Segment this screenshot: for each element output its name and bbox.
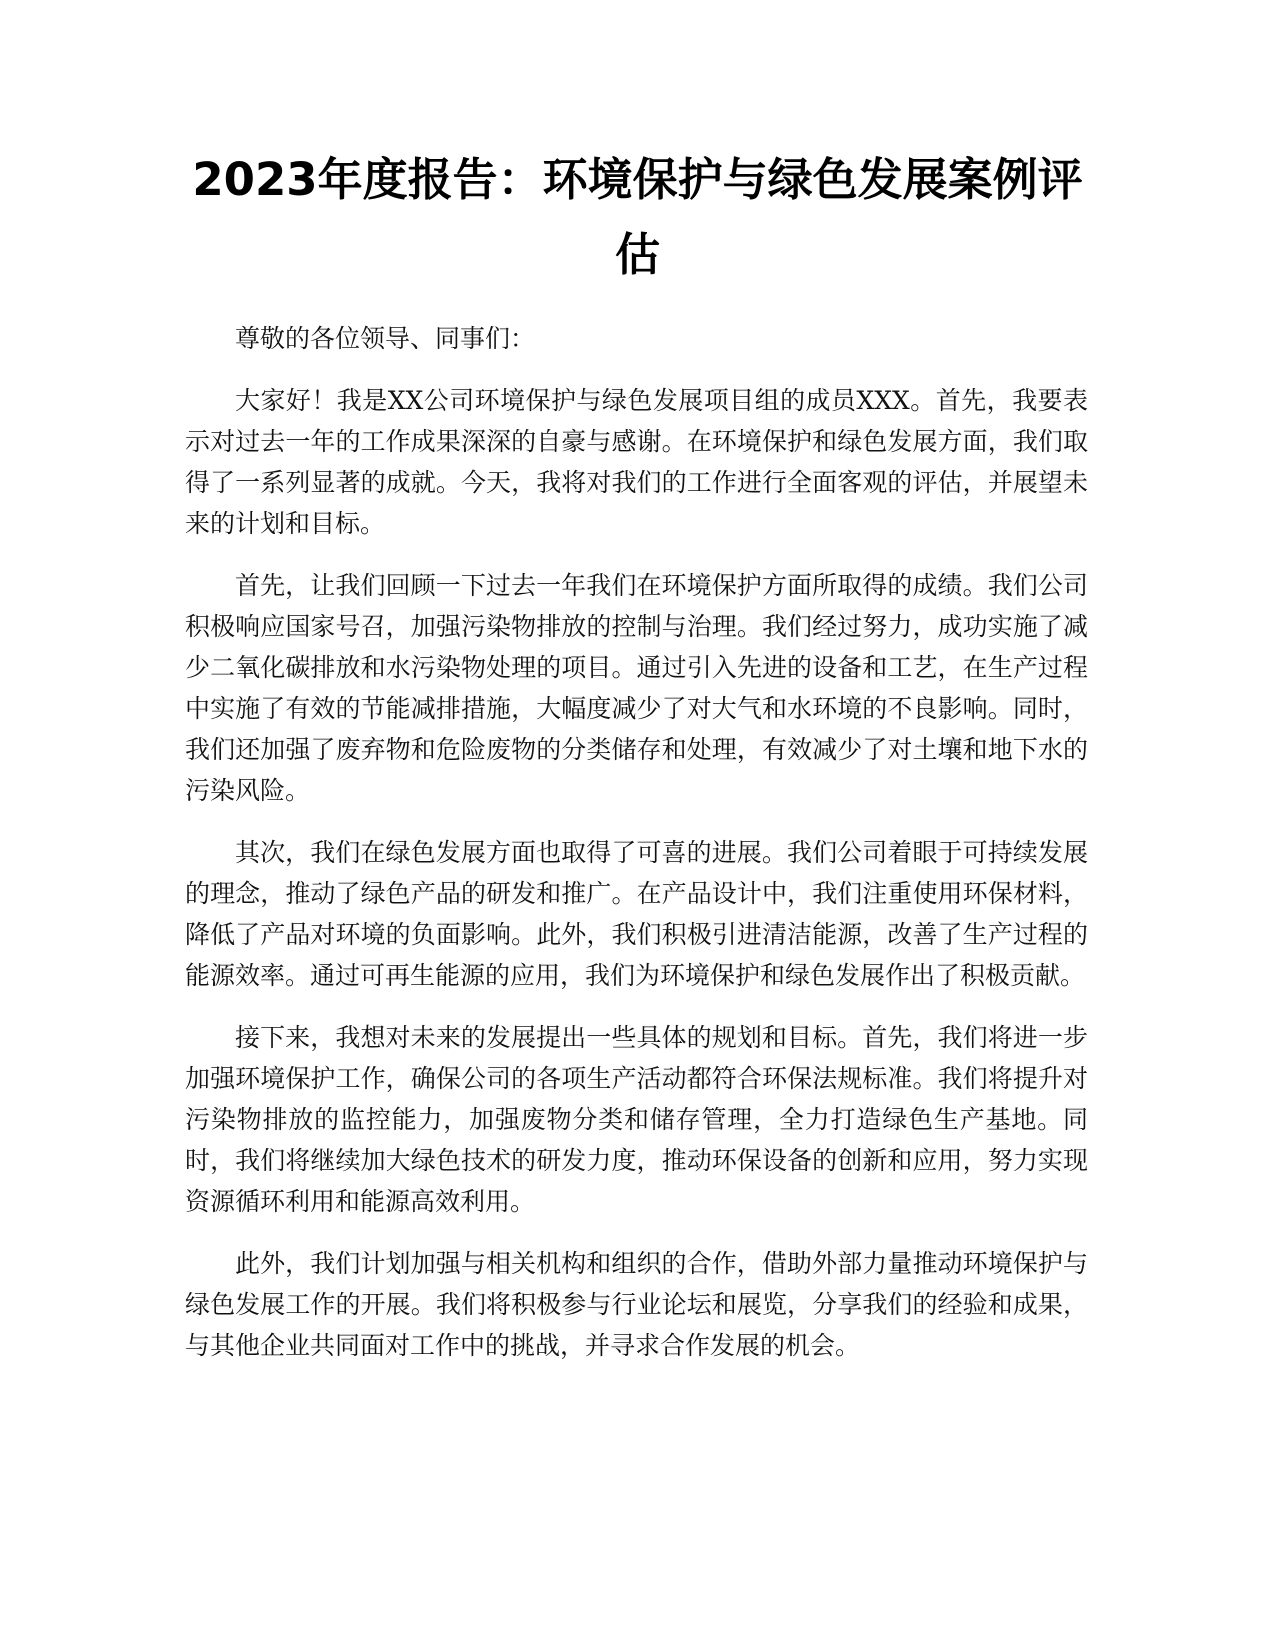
paragraph-cooperation: 此外，我们计划加强与相关机构和组织的合作，借助外部力量推动环境保护与绿色发展工作的开展。我们将积极参与行业论坛和展览，分享我们的经验和成果，与其他企业共同面对工作中的挑战，并寻求合作发展的机会。 (185, 1249, 1088, 1360)
paragraph-future-plans: 接下来，我想对未来的发展提出一些具体的规划和目标。首先，我们将进一步加强环境保护工作，确保公司的各项生产活动都符合环保法规标准。我们将提升对污染物排放的监控能力，加强废物分类和储存管理，全力打造绿色生产基地。同时，我们将继续加大绿色技术的研发力度，推动环保设备的创新和应用，努力实现资源循环利用和能源高效利用。 (185, 1023, 1088, 1216)
document-title: 2023年度报告：环境保护与绿色发展案例评估 (192, 153, 1083, 281)
paragraph-green-development: 其次，我们在绿色发展方面也取得了可喜的进展。我们公司着眼于可持续发展的理念，推动了绿色产品的研发和推广。在产品设计中，我们注重使用环保材料，降低了产品对环境的负面影响。此外，我们积极引进清洁能源，改善了生产过程的能源效率。通过可再生能源的应用，我们为环境保护和绿色发展作出了积极贡献。 (185, 838, 1088, 990)
paragraph-introduction: 大家好！我是XX公司环境保护与绿色发展项目组的成员XXX。首先，我要表示对过去一年的工作成果深深的自豪与感谢。在环境保护和绿色发展方面，我们取得了一系列显著的成就。今天，我将对我们的工作进行全面客观的评估，并展望未来的计划和目标。 (185, 386, 1088, 538)
document-body (185, 318, 1088, 1387)
paragraph-salutation: 尊敬的各位领导、同事们： (235, 324, 536, 353)
paragraph-environment-achievements: 首先，让我们回顾一下过去一年我们在环境保护方面所取得的成绩。我们公司积极响应国家号召，加强污染物排放的控制与治理。我们经过努力，成功实施了减少二氧化碳排放和水污染物处理的项目。通过引入先进的设备和工艺，在生产过程中实施了有效的节能减排措施，大幅度减少了对大气和水环境的不良影响。同时，我们还加强了废弃物和危险废物的分类储存和处理，有效减少了对土壤和地下水的污染风险。 (185, 571, 1088, 805)
